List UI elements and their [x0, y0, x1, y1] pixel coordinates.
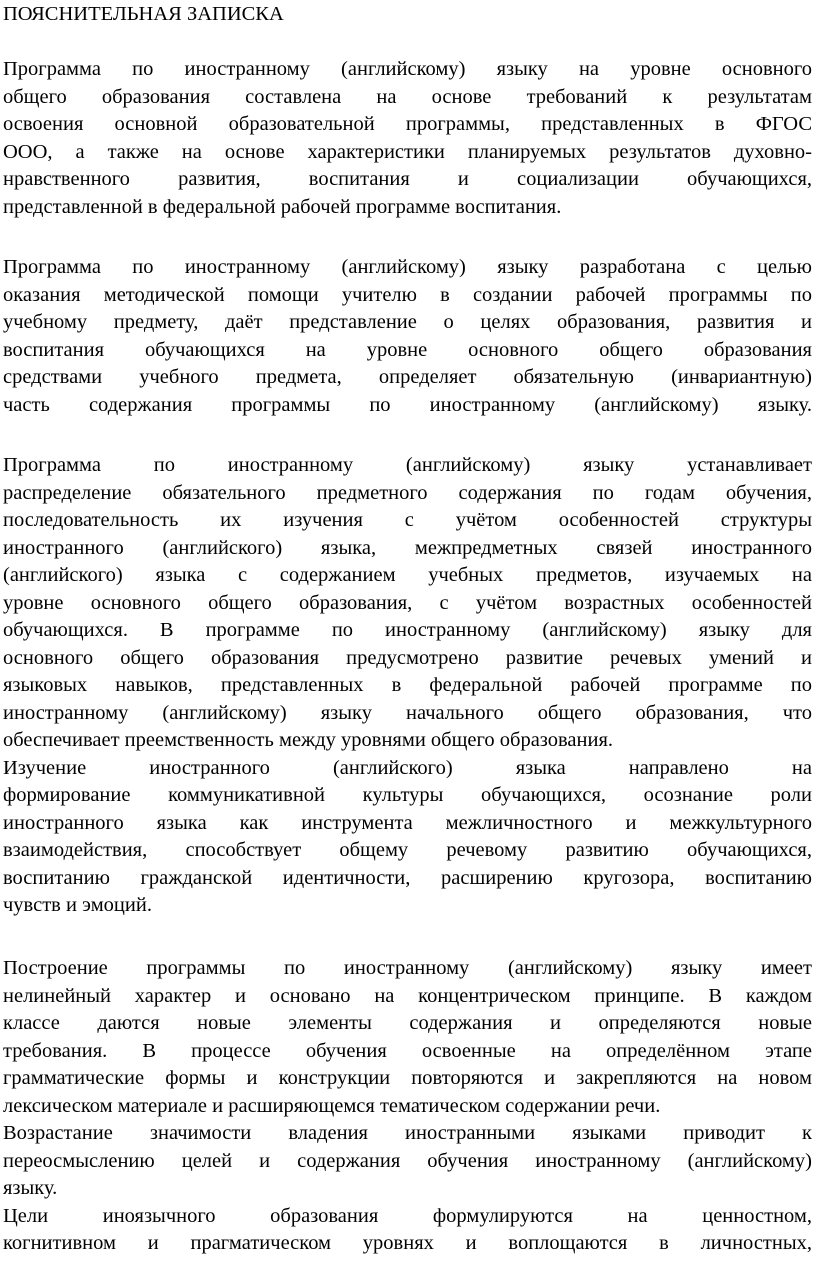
text-line: ООО, а также на основе характеристики планируемых результатов духовно- [3, 140, 812, 163]
text-line: учебному предмету, даёт представление о целях образования, развития и [3, 311, 812, 333]
text-line: Возрастание значимости владения иностранными языками приводит к [3, 1122, 812, 1144]
text-line: распределение обязательного предметного содержания по годам обучения, [3, 481, 812, 504]
text-line: Построение программы по иностранному (английскому) языку имеет [3, 957, 812, 979]
text-line: чувств и эмоций. [3, 894, 152, 916]
text-line: воспитанию гражданской идентичности, расширению кругозора, воспитанию [3, 866, 812, 889]
paragraph-1 [3, 56, 812, 221]
text-line: нравственного развития, воспитания и социализации обучающихся, [3, 168, 812, 190]
text-line: взаимодействия, способствует общему речевому развитию обучающихся, [3, 839, 812, 861]
text-line: уровне основного общего образования, с учётом возрастных особенностей [3, 591, 812, 614]
text-line: грамматические формы и конструкции повторяются и закрепляются на новом [3, 1067, 812, 1089]
document-title: ПОЯСНИТЕЛЬНАЯ ЗАПИСКА [3, 3, 284, 25]
text-line: требования. В процессе обучения освоенные на определённом этапе [3, 1039, 812, 1062]
text-line: обеспечивает преемственность между уровнями общего образования. [3, 729, 614, 751]
paragraph-2 [3, 254, 812, 419]
paragraph-4 [3, 955, 812, 1258]
text-line: лексическом материале и расширяющемся тематическом содержании речи. [3, 1094, 661, 1117]
text-line: представленной в федеральной рабочей программе воспитания. [3, 195, 562, 218]
text-line: воспитания обучающихся на уровне основного общего образования [3, 338, 812, 361]
text-line: Программа по иностранному (английскому) языку разработана с целью [3, 256, 812, 278]
text-line: классе даются новые элементы содержания и определяются новые [3, 1012, 812, 1034]
text-line: иностранного (английского) языка, межпредметных связей иностранного [3, 536, 812, 559]
text-line: языковых навыков, представленных в федеральной рабочей программе по [3, 674, 812, 696]
text-line: освоения основной образовательной программы, представленных в ФГОС [3, 113, 812, 135]
text-line: обучающихся. В программе по иностранному (английскому) языку для [3, 619, 812, 641]
text-line: основного общего образования предусмотрено развитие речевых умений и [3, 646, 812, 669]
text-line: иностранному (английскому) языку начального общего образования, что [3, 701, 812, 724]
text-line: нелинейный характер и основано на концентрическом принципе. В каждом [3, 984, 812, 1007]
text-line: средствами учебного предмета, определяет обязательную (инвариантную) [3, 366, 812, 388]
text-line: оказания методической помощи учителю в создании рабочей программы по [3, 283, 812, 306]
text-line: когнитивном и прагматическом уровнях и воплощаются в личностных, [3, 1232, 812, 1254]
text-line: Программа по иностранному (английскому) языку на уровне основного [3, 58, 812, 80]
text-line: языку. [3, 1177, 58, 1199]
text-line: переосмыслению целей и содержания обучения иностранному (английскому) [3, 1149, 812, 1172]
text-line: часть содержания программы по иностранному (английскому) языку. [3, 393, 812, 416]
text-line: иностранного языка как инструмента межличностного и межкультурного [3, 811, 812, 834]
paragraph-3 [3, 452, 812, 920]
text-line: последовательность их изучения с учётом особенностей структуры [3, 509, 812, 531]
text-line: (английского) языка с содержанием учебных предметов, изучаемых на [3, 564, 812, 586]
text-line: Программа по иностранному (английскому) языку устанавливает [3, 454, 812, 476]
text-line: формирование коммуникативной культуры обучающихся, осознание роли [3, 784, 812, 806]
text-line: Изучение иностранного (английского) языка направлено на [3, 756, 812, 779]
text-line: общего образования составлена на основе требований к результатам [3, 85, 812, 108]
text-line: Цели иноязычного образования формулируются на ценностном, [3, 1204, 812, 1227]
